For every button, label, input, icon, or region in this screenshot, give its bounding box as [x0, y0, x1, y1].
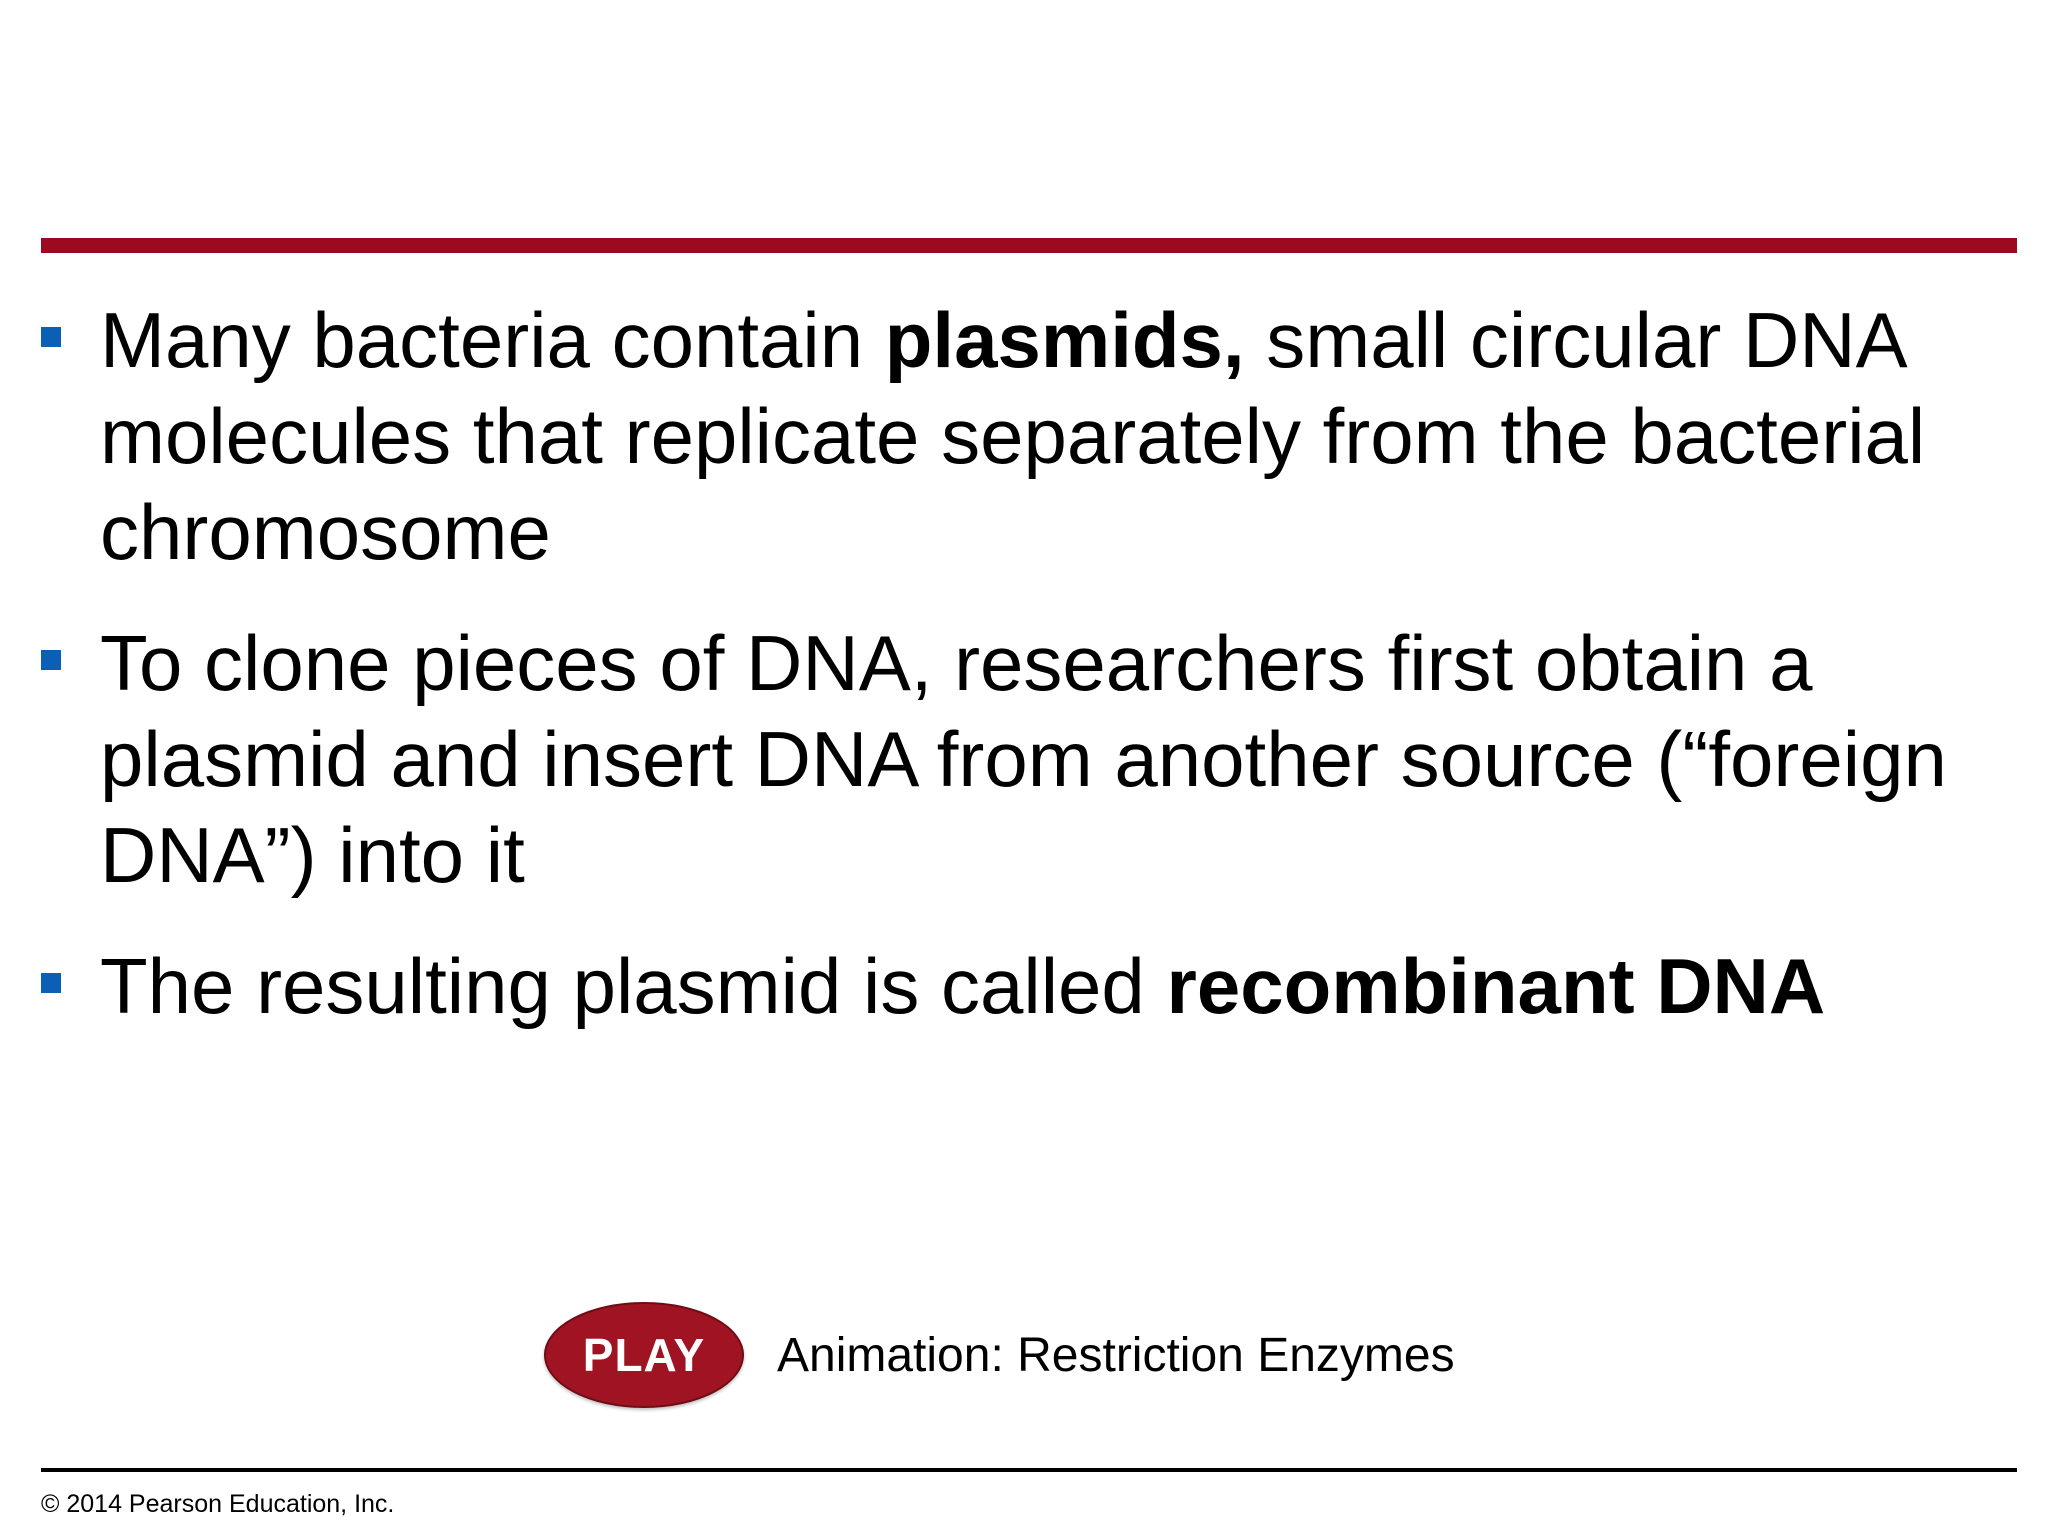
play-button[interactable]	[544, 1302, 744, 1408]
bullet-segment: small circular DNA molecules that replicate separately from the bacterial chromosome	[100, 296, 1926, 576]
bullet-item-plasmids	[41, 292, 2001, 580]
play-button-label: PLAY	[582, 1329, 706, 1381]
square-bullet-icon	[41, 973, 61, 993]
bullet-item-recombinant	[41, 938, 2001, 1034]
copyright-text: © 2014 Pearson Education, Inc.	[41, 1490, 395, 1518]
bullet-segment: Many bacteria contain	[100, 296, 885, 384]
bullet-list	[41, 292, 2001, 1069]
top-divider	[41, 238, 2017, 253]
bullet-text	[100, 619, 1947, 899]
bullet-text	[100, 296, 1925, 576]
bullet-segment-bold: recombinant DNA	[1166, 942, 1826, 1030]
bottom-divider	[41, 1468, 2017, 1472]
bullet-text	[100, 942, 1825, 1030]
animation-row	[544, 1300, 1455, 1410]
animation-link[interactable]: Animation: Restriction Enzymes	[777, 1328, 1455, 1382]
bullet-segment: To clone pieces of DNA, researchers first obtain a plasmid and insert DNA from another source (“foreign DNA”) into it	[100, 619, 1947, 899]
bullet-item-clone	[41, 615, 2001, 903]
square-bullet-icon	[41, 327, 61, 347]
square-bullet-icon	[41, 650, 61, 670]
bullet-segment: The resulting plasmid is called	[100, 942, 1167, 1030]
bullet-segment-bold: plasmids,	[884, 296, 1245, 384]
